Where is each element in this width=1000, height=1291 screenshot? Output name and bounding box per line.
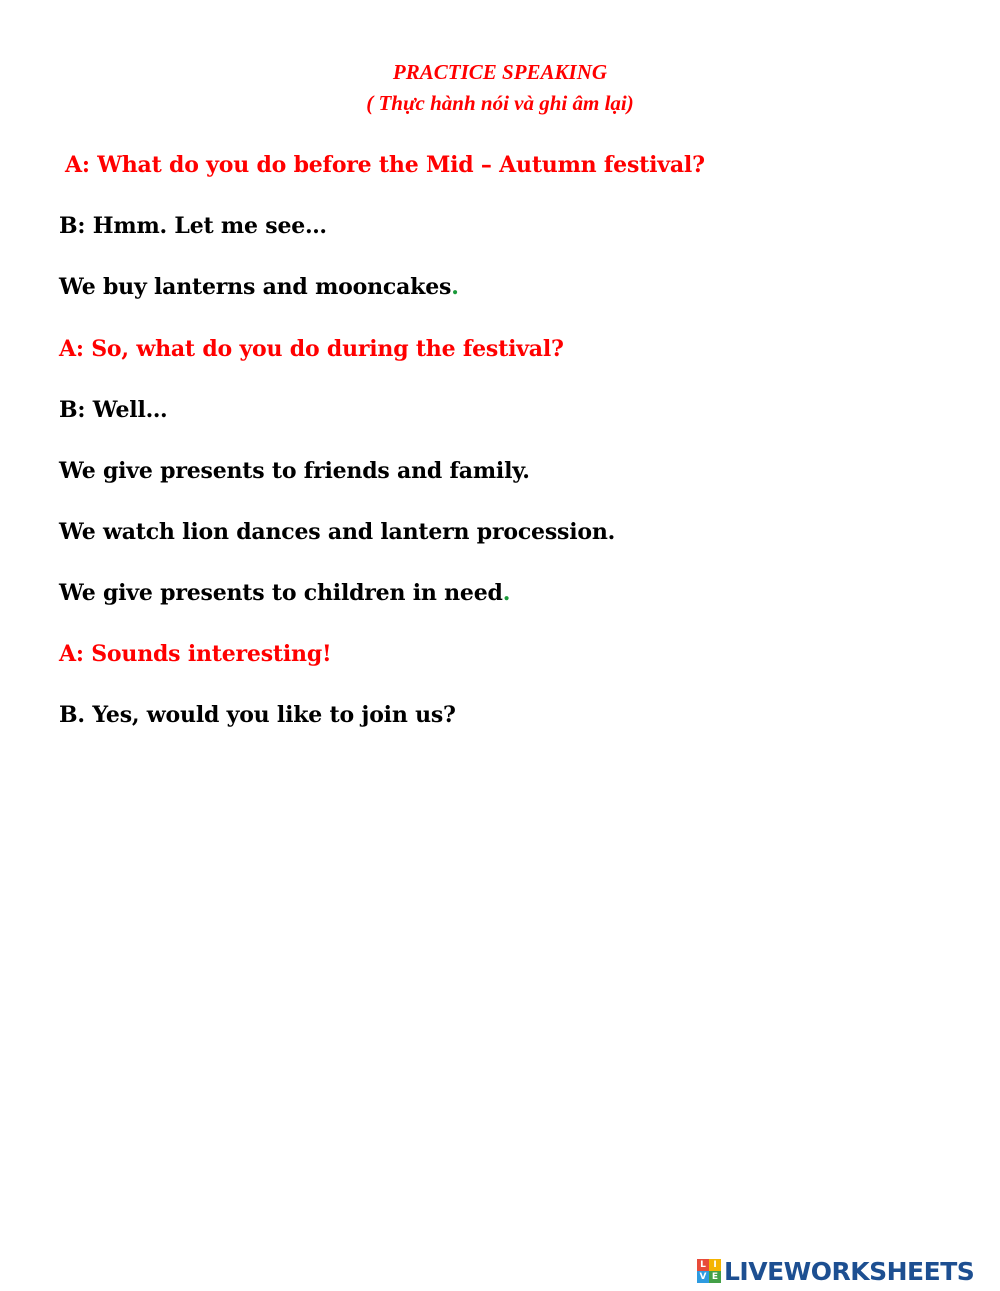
- dialogue-line-7: We watch lion dances and lantern procession.: [59, 519, 616, 545]
- logo-mark-icon: [697, 1259, 721, 1283]
- dialogue-line-1: A: What do you do before the Mid – Autumn festival?: [65, 152, 705, 178]
- green-period: .: [502, 580, 511, 606]
- page-subtitle: ( Thực hành nói và ghi âm lại): [366, 91, 634, 115]
- dialogue-line-6: We give presents to friends and family.: [59, 458, 530, 484]
- dialogue-line-3: [59, 272, 459, 302]
- logo-letter-e: E: [709, 1271, 721, 1283]
- dialogue-line-8-text: We give presents to children in need: [59, 580, 503, 606]
- dialogue-line-4: A: So, what do you do during the festival?: [59, 336, 564, 362]
- logo-letter-v: V: [697, 1271, 709, 1283]
- dialogue-line-3-text: We buy lanterns and mooncakes: [59, 274, 452, 300]
- page-title: PRACTICE SPEAKING: [392, 60, 608, 84]
- logo-letter-i: I: [709, 1259, 721, 1271]
- dialogue-line-10: B. Yes, would you like to join us?: [59, 702, 456, 728]
- green-period: .: [451, 274, 459, 300]
- logo-text: LIVEWORKSHEETS: [724, 1256, 975, 1286]
- dialogue-line-8: [59, 578, 510, 608]
- dialogue-line-5: B: Well…: [59, 397, 168, 423]
- dialogue-line-2: B: Hmm. Let me see…: [59, 213, 327, 239]
- liveworksheets-logo: [697, 1257, 974, 1285]
- dialogue-line-9: A: Sounds interesting!: [59, 641, 332, 667]
- logo-letter-l: L: [697, 1259, 709, 1271]
